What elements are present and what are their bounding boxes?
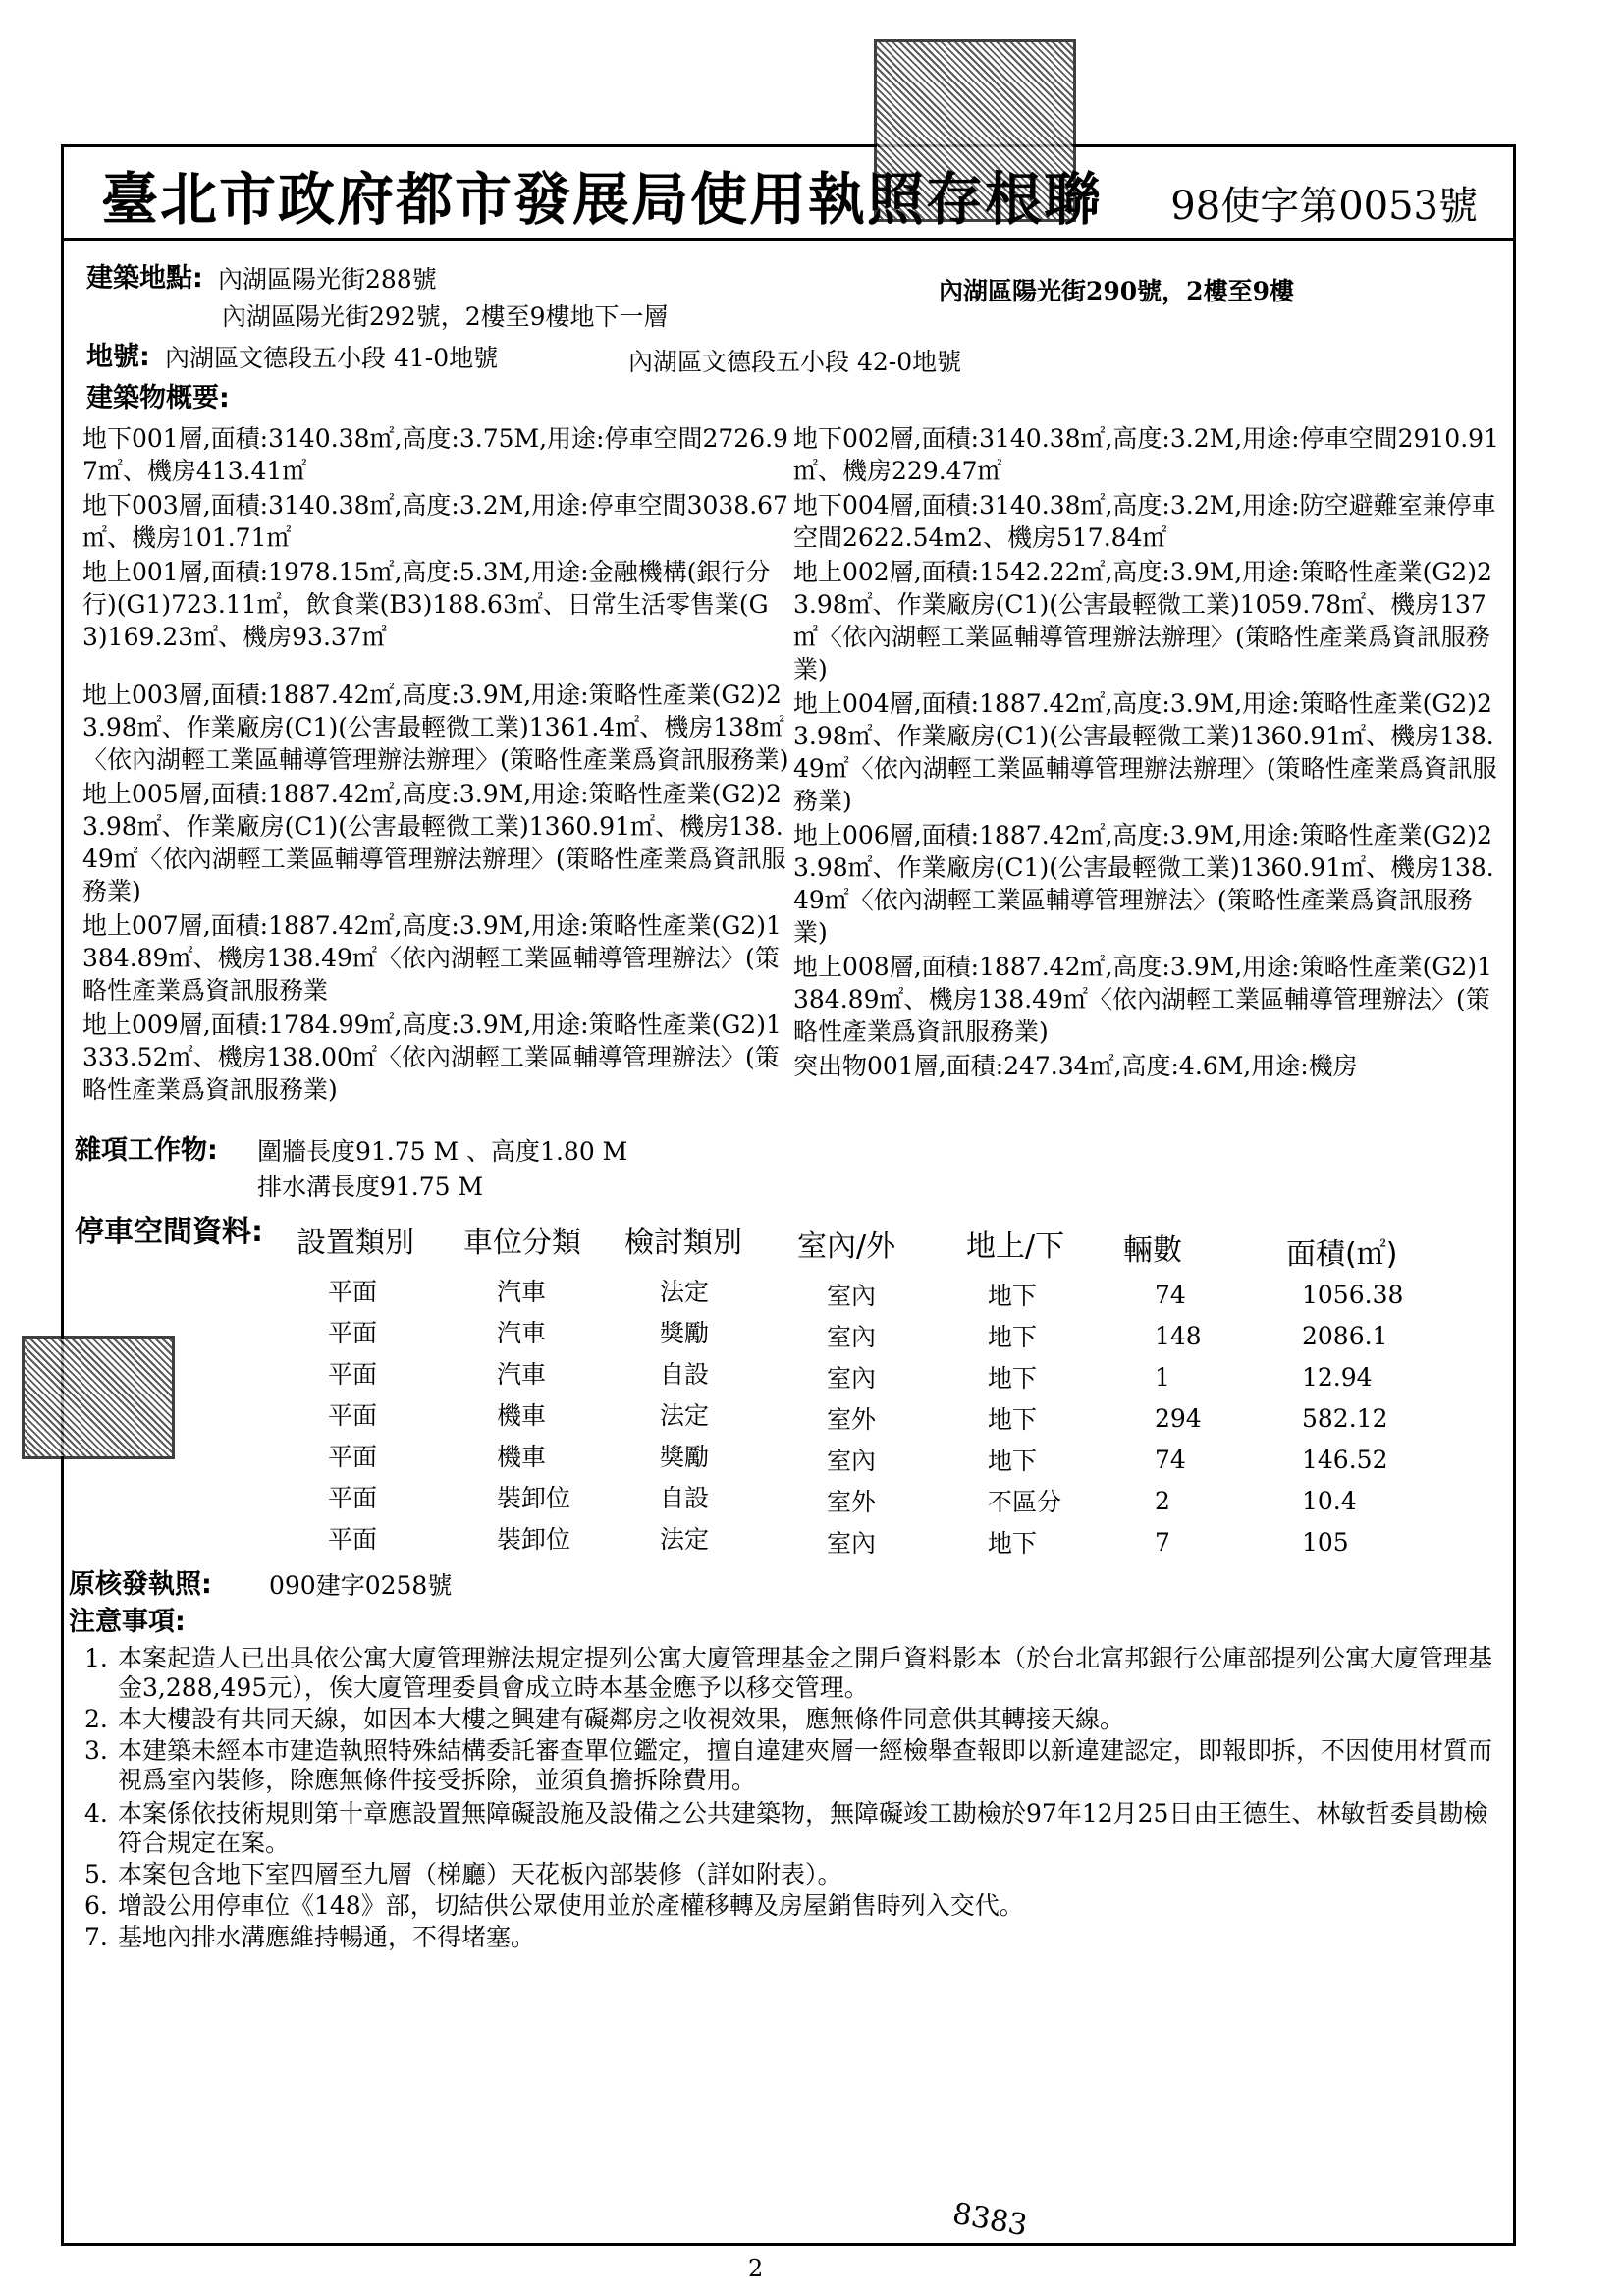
parking-cell-area: 2086.1 (1302, 1322, 1388, 1350)
note-number: 7. (84, 1923, 108, 1951)
overview-left-column (82, 422, 789, 1106)
lot-number-2: 內湖區文德段五小段 42-0地號 (628, 348, 962, 376)
floor-b3: 地下003層,面積:3140.38㎡,高度:3.2M,用途:停車空間3038.67㎡、機房101.71㎡ (82, 491, 788, 552)
permit-number: 98使字第0053號 (1170, 184, 1478, 229)
site-label: 建築地點: (86, 263, 203, 294)
overview-right-column (793, 422, 1500, 1082)
parking-cell-type: 平面 (328, 1525, 378, 1554)
note-item (84, 1644, 1493, 1703)
overview-label: 建築物概要: (86, 383, 230, 413)
note-item (84, 1860, 1492, 1889)
parking-cell-review: 法定 (660, 1525, 710, 1554)
floor-9f: 地上009層,面積:1784.99㎡,高度:3.9M,用途:策略性產業(G2)1333.52㎡、機房138.00㎡〈依內湖輕工業區輔導管理辦法〉(策略性產業爲資訊服務業) (82, 1011, 782, 1104)
parking-cell-indoor: 室內 (827, 1447, 877, 1475)
floor-7f: 地上007層,面積:1887.42㎡,高度:3.9M,用途:策略性產業(G2)1384.89㎡、機房138.49㎡〈依內湖輕工業區輔導管理辦法〉(策略性產業爲資訊服務業 (82, 911, 782, 1005)
parking-cell-vehicle: 機車 (497, 1401, 547, 1430)
parking-cell-vehicle: 汽車 (497, 1278, 547, 1306)
parking-cell-indoor: 室內 (827, 1282, 877, 1310)
parking-cell-count: 74 (1155, 1281, 1186, 1309)
misc-line-1: 圍牆長度91.75 M 、高度1.80 M (257, 1137, 628, 1166)
note-text: 本案起造人已出具依公寓大廈管理辦法規定提列公寓大廈管理基金之開戶資料影本（於台北富邦銀行公庫部提列公寓大廈管理基金3,288,495元），俟大廈管理委員會成立時本基金應予以移交管理。 (118, 1644, 1493, 1702)
floor-3f: 地上003層,面積:1887.42㎡,高度:3.9M,用途:策略性產業(G2)23.98㎡、作業廠房(C1)(公害最輕微工業)1361.4㎡、機房138㎡〈依內湖輕工業區輔導管理辦法辦理〉(策略性產業爲資訊服務業) (82, 681, 789, 774)
site-address-2: 內湖區陽光街292號，2樓至9樓地下一層 (222, 302, 669, 331)
parking-cell-indoor: 室內 (827, 1364, 877, 1393)
note-item (84, 1736, 1493, 1795)
floor-b2: 地下002層,面積:3140.38㎡,高度:3.2M,用途:停車空間2910.91㎡、機房229.47㎡ (793, 424, 1499, 485)
parking-cell-review: 自設 (660, 1484, 710, 1512)
parking-cell-area: 10.4 (1302, 1487, 1357, 1515)
parking-cell-type: 平面 (328, 1443, 378, 1471)
parking-cell-area: 146.52 (1302, 1446, 1388, 1474)
misc-line-2: 排水溝長度91.75 M (257, 1173, 484, 1201)
parking-cell-count: 148 (1155, 1322, 1202, 1350)
parking-cell-indoor: 室內 (827, 1323, 877, 1351)
parking-label: 停車空間資料: (75, 1215, 263, 1249)
note-text: 本案係依技術規則第十章應設置無障礙設施及設備之公共建築物，無障礙竣工勘檢於97年12月25日由王德生、林敏哲委員勘檢符合規定在案。 (118, 1799, 1488, 1857)
col-header-area: 面積(㎡) (1286, 1237, 1398, 1272)
floor-5f: 地上005層,面積:1887.42㎡,高度:3.9M,用途:策略性產業(G2)23.98㎡、作業廠房(C1)(公害最輕微工業)1360.91㎡、機房138.49㎡〈依內湖輕工業區輔導管理辦法辦理〉(策略性產業爲資訊服務業) (82, 780, 786, 905)
parking-cell-vehicle: 汽車 (497, 1360, 547, 1389)
floor-1f: 地上001層,面積:1978.15㎡,高度:5.3M,用途:金融機構(銀行分行)(G1)723.11㎡，飲食業(B3)188.63㎡、日常生活零售業(G3)169.23㎡、機房93.37㎡ (82, 558, 771, 651)
note-text: 本案包含地下室四層至九層（梯廳）天花板內部裝修（詳如附表）。 (118, 1860, 842, 1888)
col-header-vehicle: 車位分類 (463, 1226, 581, 1260)
note-number: 4. (84, 1799, 108, 1828)
floor-8f: 地上008層,面積:1887.42㎡,高度:3.9M,用途:策略性產業(G2)1384.89㎡、機房138.49㎡〈依內湖輕工業區輔導管理辦法〉(策略性產業爲資訊服務業) (793, 953, 1492, 1046)
parking-cell-level: 地下 (988, 1364, 1038, 1393)
parking-cell-level: 不區分 (988, 1488, 1062, 1516)
original-permit-value: 090建字0258號 (269, 1571, 453, 1600)
parking-cell-count: 2 (1155, 1487, 1170, 1515)
note-text: 本建築未經本市建造執照特殊結構委託審查單位鑑定，擅自違建夾層一經檢舉查報即以新違建認定，即報即拆，不因使用材質而視爲室內裝修，除應無條件接受拆除，並須負擔拆除費用。 (118, 1736, 1493, 1794)
parking-cell-count: 294 (1155, 1404, 1202, 1433)
parking-cell-vehicle: 裝卸位 (497, 1484, 571, 1512)
note-item (84, 1923, 1492, 1952)
parking-cell-review: 自設 (660, 1360, 710, 1389)
page-number: 2 (748, 2255, 764, 2282)
parking-cell-area: 105 (1302, 1528, 1349, 1557)
note-number: 1. (84, 1644, 108, 1672)
parking-cell-count: 74 (1155, 1446, 1186, 1474)
note-number: 6. (84, 1891, 108, 1920)
parking-cell-level: 地下 (988, 1405, 1038, 1434)
parking-cell-review: 獎勵 (660, 1443, 710, 1471)
col-header-count: 輛數 (1123, 1233, 1182, 1268)
col-header-review: 檢討類別 (624, 1226, 742, 1260)
lot-number-1: 內湖區文德段五小段 41-0地號 (165, 344, 499, 372)
floor-4f: 地上004層,面積:1887.42㎡,高度:3.9M,用途:策略性產業(G2)23.98㎡、作業廠房(C1)(公害最輕微工業)1360.91㎡、機房138.49㎡〈依內湖輕工業區輔導管理辦法辦理〉(策略性產業爲資訊服務業) (793, 689, 1497, 815)
parking-cell-level: 地下 (988, 1323, 1038, 1351)
parking-cell-type: 平面 (328, 1484, 378, 1512)
notes-label: 注意事項: (69, 1607, 186, 1637)
lot-label: 地號: (86, 342, 150, 372)
note-number: 5. (84, 1860, 108, 1888)
parking-cell-count: 7 (1155, 1528, 1170, 1557)
floor-b4: 地下004層,面積:3140.38㎡,高度:3.2M,用途:防空避難室兼停車空間2622.54m2、機房517.84㎡ (793, 491, 1496, 552)
site-address-1: 內湖區陽光街288號 (218, 265, 437, 294)
misc-label: 雜項工作物: (75, 1135, 218, 1166)
document-title: 臺北市政府都市發展局使用執照存根聯 (101, 166, 1104, 233)
parking-cell-area: 1056.38 (1302, 1281, 1404, 1309)
parking-cell-review: 法定 (660, 1401, 710, 1430)
parking-cell-type: 平面 (328, 1278, 378, 1306)
parking-cell-review: 法定 (660, 1278, 710, 1306)
parking-cell-type: 平面 (328, 1360, 378, 1389)
note-number: 2. (84, 1705, 108, 1733)
parking-cell-vehicle: 裝卸位 (497, 1525, 571, 1554)
note-number: 3. (84, 1736, 108, 1765)
floor-6f: 地上006層,面積:1887.42㎡,高度:3.9M,用途:策略性產業(G2)23.98㎡、作業廠房(C1)(公害最輕微工業)1360.91㎡、機房138.49㎡〈依內湖輕工業區輔導管理辦法〉(策略性產業爲資訊服務業) (793, 821, 1494, 947)
parking-cell-indoor: 室外 (827, 1405, 877, 1434)
parking-cell-vehicle: 汽車 (497, 1319, 547, 1347)
parking-cell-type: 平面 (328, 1319, 378, 1347)
site-address-3: 內湖區陽光街290號，2樓至9樓 (939, 277, 1294, 305)
parking-cell-count: 1 (1155, 1363, 1170, 1392)
stamp-number: 8383 (949, 2196, 1030, 2244)
note-text: 本大樓設有共同天線，如因本大樓之興建有礙鄰房之收視效果，應無條件同意供其轉接天線。 (118, 1705, 1125, 1733)
parking-cell-review: 獎勵 (660, 1319, 710, 1347)
original-permit-label: 原核發執照: (69, 1569, 212, 1600)
col-header-type: 設置類別 (297, 1226, 414, 1260)
note-item (84, 1799, 1492, 1858)
left-seal-stamp (22, 1336, 175, 1459)
floor-b1: 地下001層,面積:3140.38㎡,高度:3.75M,用途:停車空間2726.97㎡、機房413.41㎡ (82, 424, 788, 485)
note-item (84, 1891, 1492, 1921)
parking-cell-type: 平面 (328, 1401, 378, 1430)
floor-penthouse: 突出物001層,面積:247.34㎡,高度:4.6M,用途:機房 (793, 1052, 1358, 1080)
parking-cell-level: 地下 (988, 1529, 1038, 1558)
col-header-indoor: 室內/外 (797, 1230, 896, 1264)
parking-cell-indoor: 室外 (827, 1488, 877, 1516)
note-item (84, 1705, 1492, 1734)
note-text: 基地內排水溝應維持暢通，不得堵塞。 (118, 1923, 536, 1951)
parking-cell-area: 12.94 (1302, 1363, 1373, 1392)
col-header-level: 地上/下 (966, 1230, 1065, 1264)
parking-cell-level: 地下 (988, 1282, 1038, 1310)
document-header (64, 147, 1513, 241)
parking-cell-indoor: 室內 (827, 1529, 877, 1558)
parking-cell-vehicle: 機車 (497, 1443, 547, 1471)
parking-cell-area: 582.12 (1302, 1404, 1388, 1433)
floor-2f: 地上002層,面積:1542.22㎡,高度:3.9M,用途:策略性產業(G2)23.98㎡、作業廠房(C1)(公害最輕微工業)1059.78㎡、機房137㎡〈依內湖輕工業區輔導管理辦法辦理〉(策略性產業爲資訊服務業) (793, 558, 1492, 683)
note-text: 增設公用停車位《148》部，切結供公眾使用並於產權移轉及房屋銷售時列入交代。 (118, 1891, 1024, 1920)
parking-cell-level: 地下 (988, 1447, 1038, 1475)
